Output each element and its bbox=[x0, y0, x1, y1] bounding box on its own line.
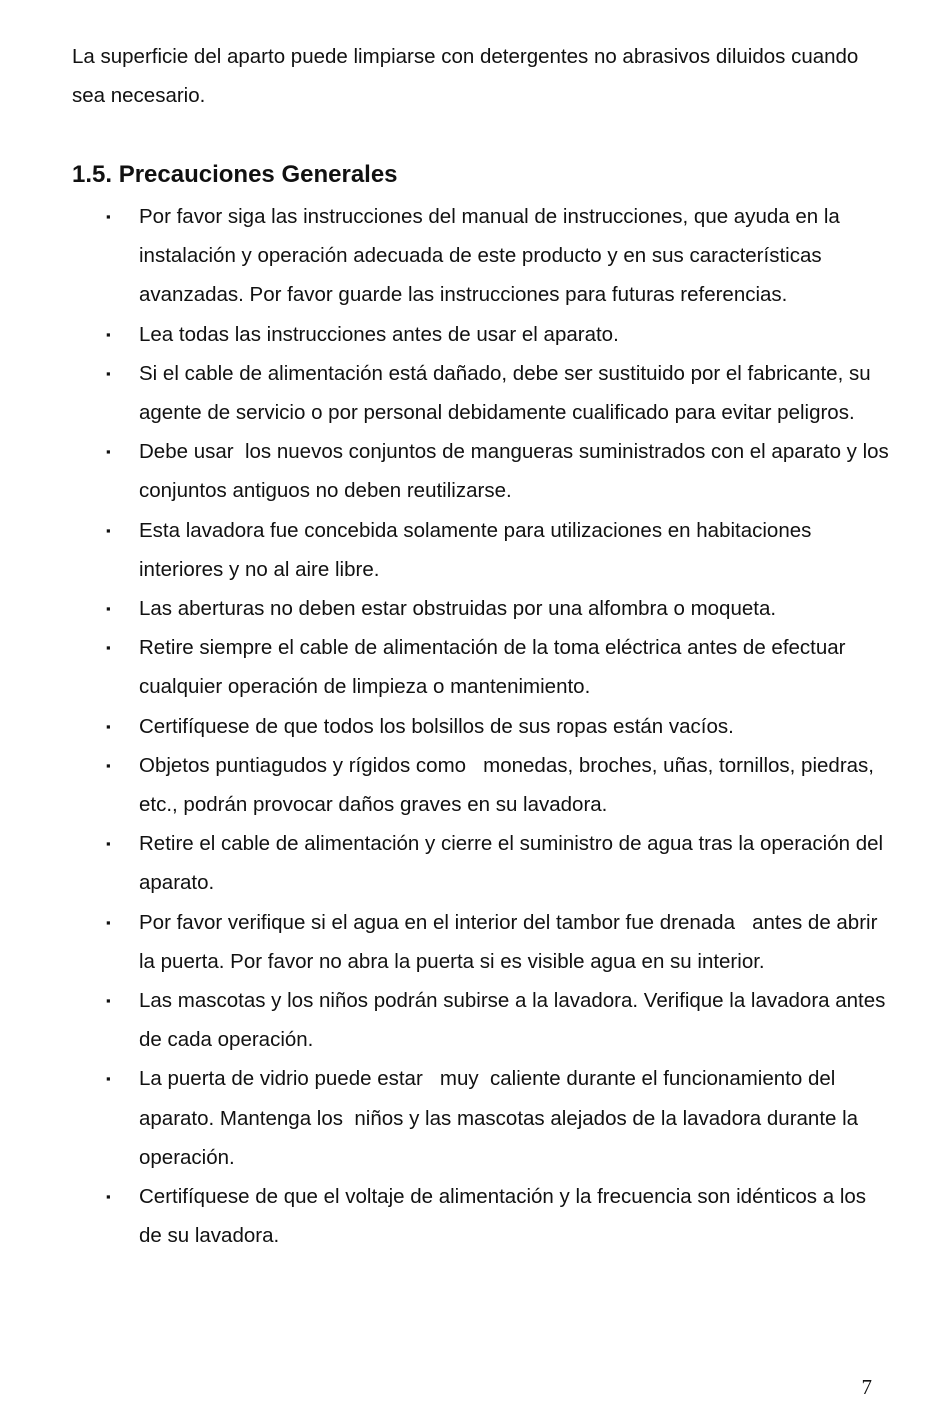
list-item bbox=[0, 511, 950, 589]
bullet-square-icon: ▪ bbox=[106, 914, 111, 930]
list-item-text: Objetos puntiagudos y rígidos como monedas, broches, uñas, tornillos, piedras, etc., podrán provocar daños graves en su lavadora. bbox=[139, 753, 880, 817]
list-item-text: Retire el cable de alimentación y cierre el suministro de agua tras la operación del aparato. bbox=[139, 832, 889, 895]
list-item-text: Lea todas las instrucciones antes de usar el aparato. bbox=[139, 322, 619, 346]
list-item bbox=[0, 628, 950, 706]
list-item bbox=[0, 824, 950, 902]
list-item-text: Por favor siga las instrucciones del manual de instrucciones, que ayuda en la instalación y operación adecuada de este producto y en sus características avanzadas. Por favor guarde las instrucciones para futuras referencias. bbox=[139, 205, 846, 307]
list-item bbox=[0, 707, 950, 746]
bullet-square-icon: ▪ bbox=[106, 209, 111, 224]
list-item bbox=[0, 981, 950, 1059]
list-item-text: Las mascotas y los niños podrán subirse a la lavadora. Verifique la lavadora antes de cada operación. bbox=[139, 989, 892, 1052]
intro-paragraph: La superficie del aparto puede limpiarse con detergentes no abrasivos diluidos cuando sea necesario. bbox=[72, 45, 859, 107]
list-item-text: Esta lavadora fue concebida solamente para utilizaciones en habitaciones interiores y no al aire libre. bbox=[139, 518, 818, 581]
bullet-square-icon: ▪ bbox=[106, 718, 111, 734]
list-item bbox=[0, 1177, 950, 1255]
bullet-square-icon: ▪ bbox=[106, 601, 111, 617]
bullet-square-icon: ▪ bbox=[106, 993, 111, 1009]
precautions-list bbox=[0, 197, 950, 1255]
list-item-text: Certifíquese de que el voltaje de alimentación y la frecuencia son idénticos a los de su lavadora. bbox=[139, 1185, 872, 1248]
list-item bbox=[0, 746, 950, 824]
list-item bbox=[0, 589, 950, 628]
list-item-text: Retire siempre el cable de alimentación de la toma eléctrica antes de efectuar cualquier operación de limpieza o mantenimiento. bbox=[139, 636, 852, 699]
bullet-square-icon: ▪ bbox=[106, 1071, 111, 1087]
list-item bbox=[0, 432, 950, 510]
bullet-square-icon: ▪ bbox=[106, 1189, 111, 1205]
list-item-text: Por favor verifique si el agua en el interior del tambor fue drenada antes de abrir la puerta. Por favor no abra la puerta si es visible agua en su interior. bbox=[139, 910, 884, 973]
list-item-text: Si el cable de alimentación está dañado, debe ser sustituido por el fabricante, su agente de servicio o por personal debidamente cualificado para evitar peligros. bbox=[139, 361, 877, 425]
page-number: 7 bbox=[861, 1375, 872, 1399]
list-item bbox=[0, 903, 950, 981]
list-item bbox=[0, 197, 950, 315]
list-item bbox=[0, 315, 950, 354]
section-heading: 1.5. Precauciones Generales bbox=[72, 161, 398, 188]
list-item bbox=[0, 354, 950, 432]
bullet-square-icon: ▪ bbox=[106, 836, 111, 852]
list-item-text: Certifíquese de que todos los bolsillos de sus ropas están vacíos. bbox=[139, 714, 734, 738]
bullet-square-icon: ▪ bbox=[106, 757, 111, 773]
bullet-square-icon: ▪ bbox=[106, 326, 111, 342]
list-item-text: La puerta de vidrio puede estar muy caliente durante el funcionamiento del aparato. Mantenga los niños y las mascotas alejados de la lavadora durante la operación. bbox=[139, 1067, 864, 1169]
bullet-square-icon: ▪ bbox=[106, 365, 111, 381]
list-item-text: Las aberturas no deben estar obstruidas por una alfombra o moqueta. bbox=[139, 597, 777, 621]
bullet-square-icon: ▪ bbox=[106, 640, 111, 656]
list-item-text: Debe usar los nuevos conjuntos de mangueras suministrados con el aparato y los conjuntos antiguos no deben reutilizarse. bbox=[139, 440, 895, 503]
list-item bbox=[0, 1059, 950, 1177]
bullet-square-icon: ▪ bbox=[106, 522, 111, 538]
bullet-square-icon: ▪ bbox=[106, 444, 111, 460]
